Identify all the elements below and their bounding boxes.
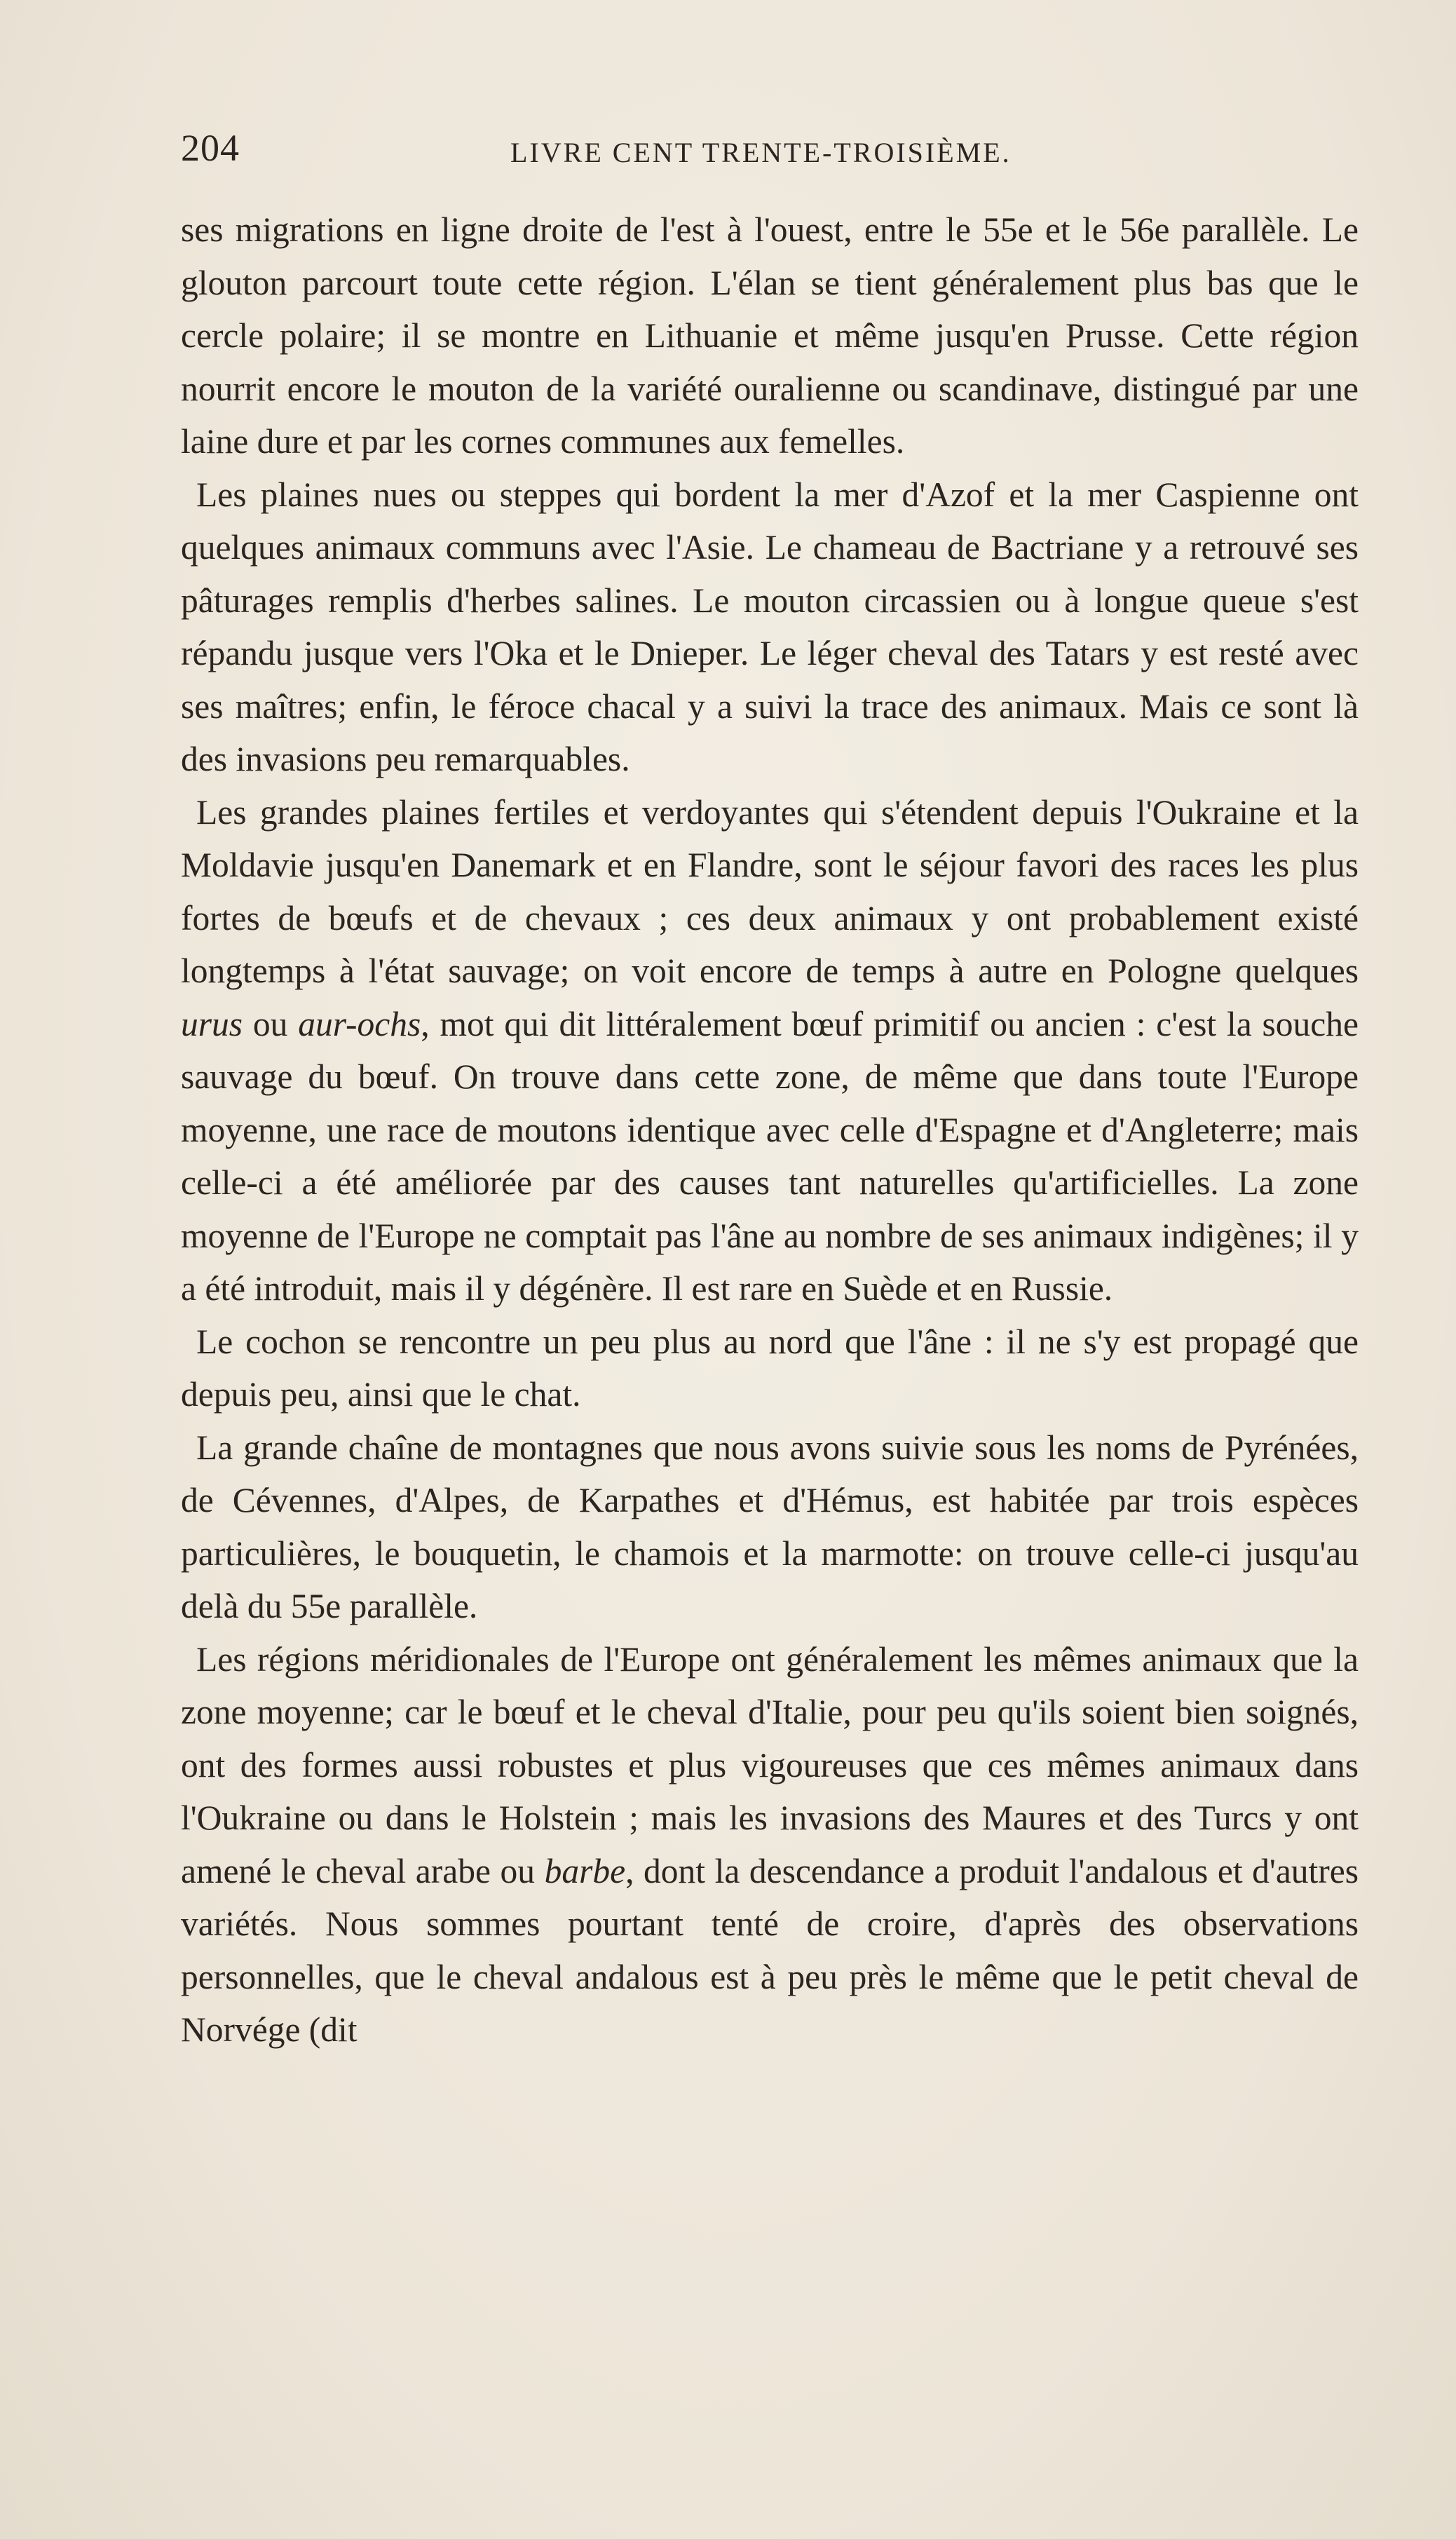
paragraph <box>181 1633 1359 2057</box>
paragraph: ses migrations en ligne droite de l'est à l'ouest, entre le 55e et le 56e parallèle. Le glouton parcourt toute cette région. L'élan se tient généralement plus bas que le cercle polaire; il se montre en Lithuanie et même jusqu'en Prusse. Cette région nourrit encore le mouton de la variété ouralienne ou scandinave, distingué par une laine dure et par les cornes communes aux femelles. <box>181 210 1359 461</box>
italic-term: urus <box>181 1004 243 1043</box>
running-title: LIVRE CENT TRENTE-TROISIÈME. <box>510 137 1012 168</box>
paragraph-text: Les grandes plaines fertiles et verdoyantes qui s'étendent depuis l'Oukraine et la Moldavie jusqu'en Danemark et en Flandre, sont le séjour favori des races les plus fortes de bœufs et de chevaux ; ces deux animaux y ont probablement existé longtemps à l'état sauvage; on voit encore de temps à autre en Pologne quelques <box>181 792 1359 990</box>
paragraph: Le cochon se rencontre un peu plus au nord que l'âne : il ne s'y est propagé que depuis peu, ainsi que le chat. <box>181 1322 1359 1414</box>
paragraph-text: , dont la descendance a produit l'andalous et d'autres variétés. Nous sommes pourtant tenté de croire, d'après des observations personnelles, que le cheval andalous est à peu près le même que le petit cheval de Norvége (dit <box>181 1851 1359 2049</box>
paragraph-text: Les régions méridionales de l'Europe ont généralement les mêmes animaux que la zone moyenne; car le bœuf et le cheval d'Italie, pour peu qu'ils soient bien soignés, ont des formes aussi robustes et plus vigoureuses que ces mêmes animaux dans l'Oukraine ou dans le Holstein ; mais les invasions des Maures et des Turcs y ont amené le cheval arabe ou <box>181 1639 1359 1890</box>
paragraph-text: , mot qui dit littéralement bœuf primitif ou ancien : c'est la souche sauvage du bœuf. On trouve dans cette zone, de même que dans toute l'Europe moyenne, une race de moutons identique avec celle d'Espagne et d'Angleterre; mais celle-ci a été améliorée par des causes tant naturelles qu'artificielles. La zone moyenne de l'Europe ne comptait pas l'âne au nombre de ses animaux indigènes; il y a été introduit, mais il y dégénère. Il est rare en Suède et en Russie. <box>181 1004 1359 1308</box>
page-number: 204 <box>181 127 240 169</box>
body-text <box>181 203 1359 2057</box>
paragraph: Les plaines nues ou steppes qui bordent la mer d'Azof et la mer Caspienne ont quelques animaux communs avec l'Asie. Le chameau de Bactriane y a retrouvé ses pâturages remplis d'herbes salines. Le mouton circassien ou à longue queue s'est répandu jusque vers l'Oka et le Dnieper. Le léger cheval des Tatars y est resté avec ses maîtres; enfin, le féroce chacal y a suivi la trace des animaux. Mais ce sont là des invasions peu remarquables. <box>181 475 1359 778</box>
italic-term: barbe <box>544 1851 626 1890</box>
paragraph: La grande chaîne de montagnes que nous avons suivie sous les noms de Pyrénées, de Cévennes, d'Alpes, de Karpathes et d'Hémus, est habitée par trois espèces particulières, le bouquetin, le chamois et la marmotte: on trouve celle-ci jusqu'au delà du 55e parallèle. <box>181 1428 1359 1625</box>
italic-term: aur-ochs <box>298 1004 421 1043</box>
paragraph <box>181 786 1359 1315</box>
paragraph-text: ou <box>243 1004 299 1043</box>
page-header <box>181 126 1359 175</box>
